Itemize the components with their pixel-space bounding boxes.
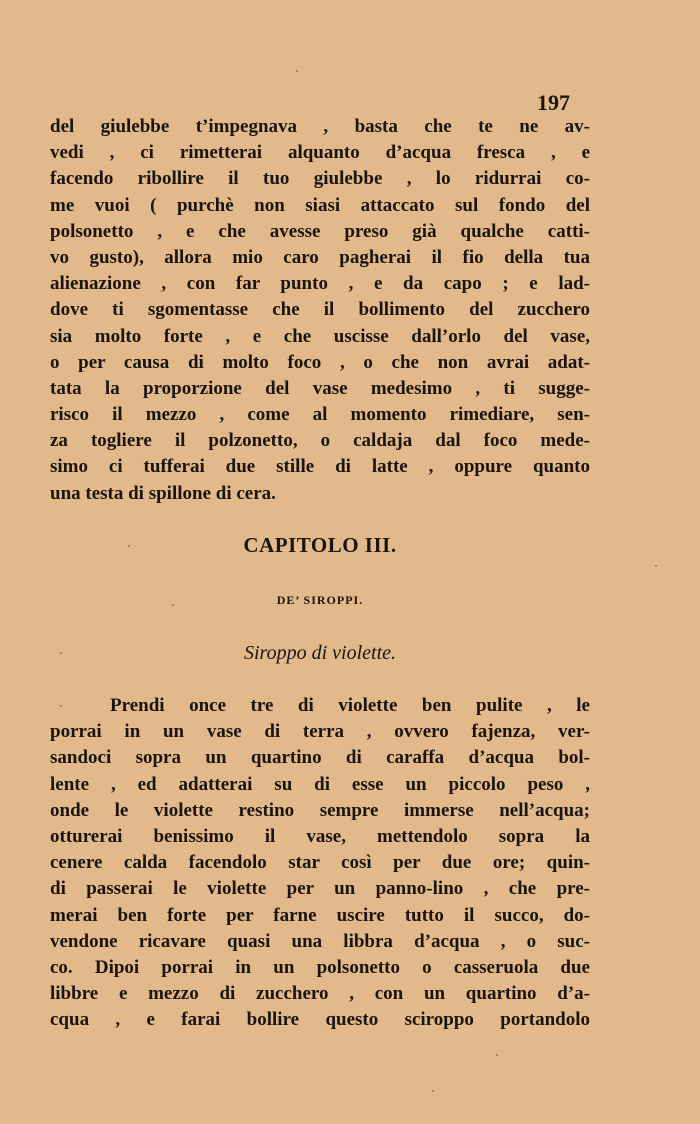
page-number: 197 — [537, 90, 570, 115]
paper-speck — [432, 1090, 434, 1092]
paper-speck — [655, 565, 657, 567]
text-line: merai ben forte per farne uscire tutto il succo, do- — [50, 904, 590, 926]
paper-speck — [172, 604, 174, 606]
text-line: del giulebbe t’impegnava , basta che te ne av- — [50, 116, 590, 137]
text-line: simo ci tufferai due stille di latte , oppure quanto — [50, 456, 590, 478]
text-line: sandoci sopra un quartino di caraffa d’acqua bol- — [50, 747, 590, 769]
text-line: tata la proporzione del vase medesimo , ti sugge- — [50, 377, 590, 399]
chapter-title: CAPITOLO III. — [243, 533, 397, 557]
text-line: libbre e mezzo di zucchero , con un quartino d’a- — [50, 983, 590, 1005]
text-line: polsonetto , e che avesse preso già qualche catti- — [50, 220, 590, 242]
text-line: za togliere il polzonetto, o caldaja dal foco mede- — [50, 430, 590, 452]
text-line: una testa di spillone di cera. — [50, 482, 276, 504]
text-line: onde le violette restino sempre immerse nell’acqua; — [50, 799, 590, 821]
text-line: sia molto forte , e che uscisse dall’orlo del vase, — [50, 325, 590, 347]
text-line: alienazione , con far punto , e da capo ; e lad- — [50, 273, 590, 295]
text-line: cenere calda facendolo star così per due ore; quin- — [50, 852, 590, 874]
text-line: facendo ribollire il tuo giulebbe , lo ridurrai co- — [50, 168, 590, 190]
paper-speck — [496, 1054, 498, 1056]
text-line: lente , ed adatterai su di esse un piccolo peso , — [50, 773, 590, 795]
text-line: vo gusto), allora mio caro pagherai il fio della tua — [50, 246, 590, 268]
paper-speck — [128, 545, 130, 547]
text-line: otturerai benissimo il vase, mettendolo sopra la — [50, 825, 590, 847]
text-line: dove ti sgomentasse che il bollimento del zucchero — [50, 299, 590, 321]
text-line: porrai in un vase di terra , ovvero fajenza, ver- — [50, 721, 590, 743]
top-paragraph — [50, 114, 590, 507]
body-paragraph — [50, 693, 590, 1033]
paper-speck — [60, 705, 62, 707]
text-line: risco il mezzo , come al momento rimediare, sen- — [50, 404, 590, 426]
text-line: o per causa di molto foco , o che non avrai adat- — [50, 351, 590, 373]
text-line: Prendi once tre di violette ben pulite , le — [110, 695, 590, 716]
recipe-title: Siroppo di violette. — [243, 642, 396, 664]
paper-speck — [296, 70, 298, 72]
text-line: co. Dipoi porrai in un polsonetto o casseruola due — [50, 956, 590, 978]
paper-speck — [60, 652, 62, 654]
text-line: di passerai le violette per un panno-lino , che pre- — [50, 878, 590, 900]
text-line: vedi , ci rimetterai alquanto d’acqua fresca , e — [50, 142, 590, 164]
text-line: vendone ricavare quasi una libbra d’acqua , o suc- — [50, 930, 590, 952]
text-line: me vuoi ( purchè non siasi attaccato sul fondo del — [50, 194, 590, 216]
text-line: cqua , e farai bollire questo sciroppo portandolo — [50, 1009, 590, 1031]
section-title: DE’ SIROPPI. — [276, 593, 364, 607]
